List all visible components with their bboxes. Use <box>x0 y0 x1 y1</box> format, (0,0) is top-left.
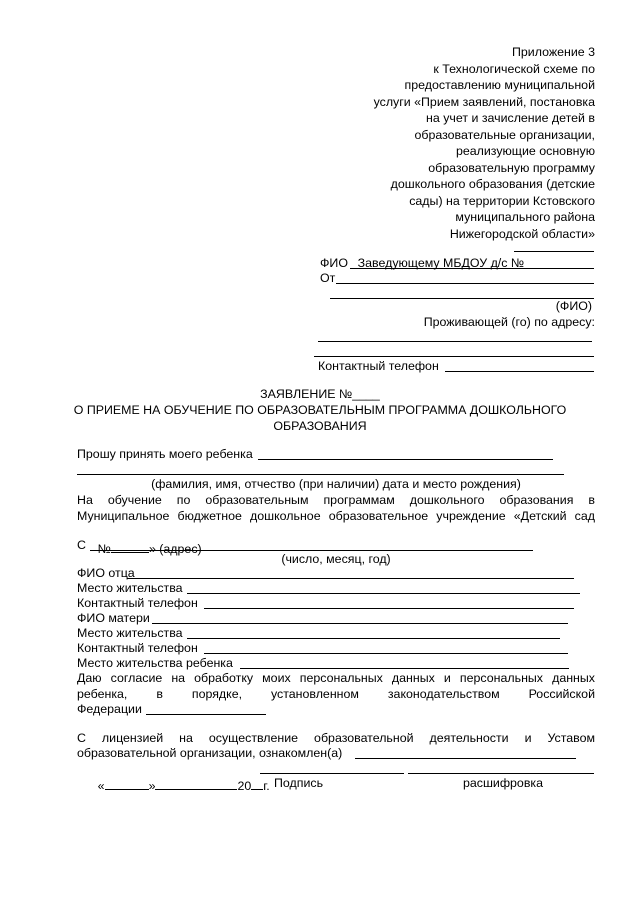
appendix-line: реализующие основную <box>455 144 595 158</box>
training-addr-label: » (адрес) <box>148 541 202 556</box>
phone-label-2: Контактный телефон <box>77 641 198 655</box>
license-line-1: С лицензией на осуществление образовательной деятельности и Уставом <box>77 731 595 745</box>
phone-label: Контактный телефон <box>318 359 439 373</box>
appendix-line: дошкольного образования (детские <box>390 177 595 191</box>
appendix-line: Нижегородской области» <box>449 226 595 241</box>
appendix-line: образовательную программу <box>428 160 595 175</box>
mother-phone-field[interactable] <box>204 653 568 654</box>
address-field-2[interactable] <box>314 356 594 357</box>
date-year-label: 20 <box>237 778 252 793</box>
father-fio-field[interactable] <box>127 578 574 579</box>
to-head-label: Заведующему МБДОУ д/с № <box>357 255 525 270</box>
kindergarten-number-field[interactable] <box>514 251 594 252</box>
date-end-label: г. <box>263 778 270 793</box>
appendix-line: к Технологической схеме по <box>433 61 595 76</box>
from-label: От <box>320 271 336 285</box>
decoding-field[interactable] <box>408 773 594 774</box>
title-line-3: ОБРАЗОВАНИЯ <box>273 419 367 433</box>
title-line-2: О ПРИЕМЕ НА ОБУЧЕНИЕ ПО ОБРАЗОВАТЕЛЬНЫМ ПРОГРАММА ДОШКОЛЬНОГО <box>73 403 567 417</box>
child-details-field[interactable] <box>77 474 564 475</box>
license-acknowledge-field[interactable] <box>355 758 576 759</box>
phone-label-1: Контактный телефон <box>77 596 198 610</box>
date-month-field[interactable] <box>155 777 237 790</box>
father-residence-field[interactable] <box>187 593 580 594</box>
date-note: (число, месяц, год) <box>281 552 391 566</box>
head-fio-field[interactable] <box>350 268 594 269</box>
decoding-label: расшифровка <box>463 776 543 790</box>
appendix-line: муниципального района <box>455 210 595 224</box>
consent-signature-field[interactable] <box>146 714 266 715</box>
consent-line-3: Федерации <box>77 702 142 716</box>
applicant-fio-field[interactable] <box>336 283 594 284</box>
training-line-2: Муниципальное бюджетное дошкольное образовательное учреждение «Детский сад <box>77 509 595 523</box>
appendix-line: на учет и зачисление детей в <box>426 111 595 125</box>
appendix-line: сады) на территории Кстовского <box>409 193 595 208</box>
father-fio-label: ФИО отца <box>77 566 135 580</box>
date-day-field[interactable] <box>105 777 149 790</box>
address-field-1[interactable] <box>318 341 592 342</box>
signature-label: Подпись <box>274 776 324 790</box>
mother-residence-field[interactable] <box>187 638 560 639</box>
address-label: Проживающей (го) по адресу: <box>423 315 595 329</box>
fio-label: ФИО <box>320 256 348 270</box>
title-line-1: ЗАЯВЛЕНИЕ №____ <box>260 387 380 401</box>
child-residence-label: Место жительства ребенка <box>77 656 233 670</box>
child-note: (фамилия, имя, отчество (при наличии) дата и место рождения) <box>151 477 521 491</box>
signature-field[interactable] <box>260 773 404 774</box>
training-no-label: № <box>97 541 111 556</box>
applicant-fio-field-2[interactable] <box>330 298 594 299</box>
training-line-1: На обучение по образовательным программам дошкольного образования в <box>77 493 595 507</box>
consent-line-1: Даю согласие на обработку моих персональных данных и персональных данных <box>77 671 595 685</box>
date-open-quote: « <box>97 778 105 793</box>
residence-label-1: Место жительства <box>77 581 183 595</box>
date-close-quote: » <box>148 778 156 793</box>
appendix-line: Приложение 3 <box>511 45 595 59</box>
consent-line-2: ребенка, в порядке, установленном законодательством Российской <box>77 687 595 701</box>
child-residence-field[interactable] <box>240 668 569 669</box>
request-label: Прошу принять моего ребенка <box>77 447 253 461</box>
fio-note: (ФИО) <box>555 299 592 313</box>
appendix-line: образовательные организации, <box>414 127 595 142</box>
child-name-field[interactable] <box>258 459 553 460</box>
mother-fio-field[interactable] <box>152 623 568 624</box>
appendix-line: предоставлению муниципальной <box>404 78 595 92</box>
father-phone-field[interactable] <box>204 608 574 609</box>
from-date-label: С <box>77 538 86 552</box>
date-year-field[interactable] <box>251 777 263 790</box>
license-line-2: образовательной организации, ознакомлен(а) <box>77 746 343 760</box>
phone-field[interactable] <box>445 371 594 372</box>
residence-label-2: Место жительства <box>77 626 183 640</box>
mother-fio-label: ФИО матери <box>77 611 150 625</box>
appendix-line: услуги «Прием заявлений, постановка <box>373 94 595 109</box>
